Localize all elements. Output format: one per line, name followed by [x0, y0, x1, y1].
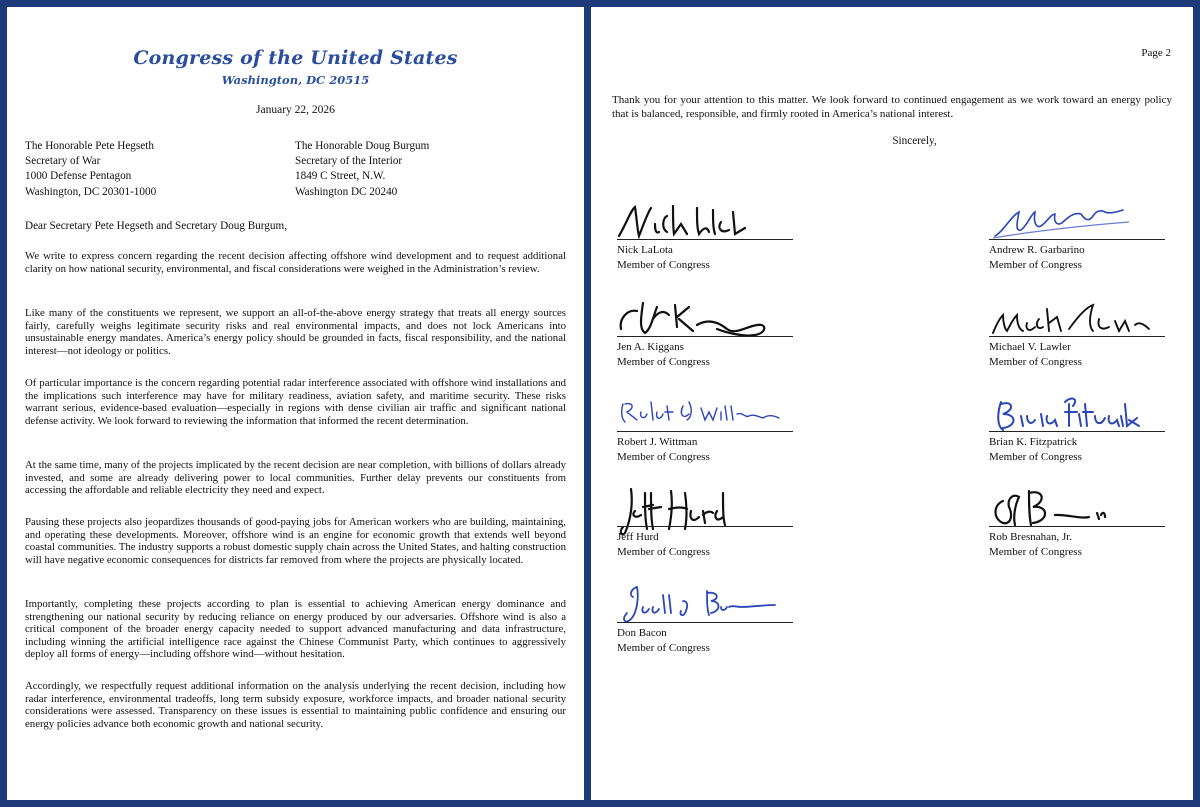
signature-line: [989, 239, 1165, 240]
signatory-title: Member of Congress: [617, 259, 710, 271]
letterhead-city: Washington, DC 20515: [221, 73, 370, 87]
signature-line: [617, 336, 793, 337]
signatory-name: Andrew R. Garbarino: [989, 244, 1085, 256]
recipient-line: Secretary of the Interior: [295, 155, 403, 168]
handwritten-signature: [617, 394, 793, 440]
signatory-name: Jeff Hurd: [617, 531, 659, 543]
letter-page-1: [7, 7, 584, 800]
signature-line: [617, 622, 793, 623]
signatory-name: Don Bacon: [617, 627, 667, 639]
signatory-title: Member of Congress: [989, 356, 1082, 368]
recipient-line: Washington, DC 20301-1000: [25, 185, 157, 198]
signatory-title: Member of Congress: [617, 546, 710, 558]
signature-line: [617, 431, 793, 432]
handwritten-signature: [617, 202, 793, 248]
body-paragraph: Like many of the constituents we represent, we support an all-of-the-above energy strategy that treats all energy sources fairly, carefully weighs legitimate security risks and real environmental impacts, and does not lock Americans into unsustainable energy mandates. America’s energy policy should be grounded in facts, fiscal responsibility, and the national interest—not ideology or politics.: [25, 307, 566, 357]
signatory-name: Michael V. Lawler: [989, 341, 1071, 353]
recipient-line: The Honorable Pete Hegseth: [25, 140, 154, 152]
sign-off: Sincerely,: [892, 135, 937, 147]
signatory-name: Nick LaLota: [617, 244, 673, 256]
recipient-address-left: [25, 139, 156, 200]
signature-line: [989, 336, 1165, 337]
signature-line: [617, 526, 793, 527]
signatory-name: Robert J. Wittman: [617, 436, 698, 448]
letterhead-title: Congress of the United States: [133, 47, 458, 69]
signatory-name: Brian K. Fitzpatrick: [989, 436, 1078, 448]
handwritten-signature: [989, 299, 1165, 345]
body-paragraph: Importantly, completing these projects according to plan is essential to achieving American energy dominance and strengthening our national security by reducing reliance on energy produced by our adversaries. Offshore wind is also a critical component of the broader energy capacity needed to support advanced manufacturing and data infrastructure, including winning the artificial intelligence race against the Chinese Communist Party, which continues to aggressively deploy all forms of energy—including offshore wind—without hesitation.: [25, 598, 566, 661]
handwritten-signature: [989, 202, 1165, 248]
body-paragraph: At the same time, many of the projects implicated by the recent decision are near completion, with billions of dollars already invested, and some are already delivering power to local communities. Further delay prevents our constituents from accessing the affordable and reliable electricity they need and expect.: [25, 459, 566, 497]
salutation: Dear Secretary Pete Hegseth and Secretary Doug Burgum,: [25, 220, 287, 232]
recipient-line: Washington DC 20240: [295, 185, 398, 198]
handwritten-signature: [617, 585, 793, 631]
handwritten-signature: [989, 489, 1165, 535]
signatory-title: Member of Congress: [617, 642, 710, 654]
signatory-name: Jen A. Kiggans: [617, 341, 684, 353]
body-paragraph: Accordingly, we respectfully request additional information on the analysis underlying the recent decision, including how radar interference, environmental tradeoffs, long term subsidy exposure, workforce impacts, and broader national security considerations were assessed. Transparency on these issues is essential to maintaining public confidence and ensuring our energy policies advance both economic growth and national security.: [25, 680, 566, 730]
handwritten-signature: [617, 299, 793, 345]
closing-paragraph: Thank you for your attention to this matter. We look forward to continued engagement as we work toward an energy policy that is balanced, responsible, and firmly rooted in America’s national interest.: [612, 94, 1172, 120]
signatory-title: Member of Congress: [989, 451, 1082, 463]
recipient-line: The Honorable Doug Burgum: [295, 140, 430, 152]
recipient-line: Secretary of War: [25, 155, 101, 168]
body-paragraph: We write to express concern regarding the recent decision affecting offshore wind development and to request additional clarity on how national security, environmental, and fiscal considerations were weighed in the Administration’s review.: [25, 250, 566, 275]
handwritten-signature: [989, 394, 1165, 440]
signatory-title: Member of Congress: [989, 546, 1082, 558]
recipient-line: 1849 C Street, N.W.: [295, 170, 386, 183]
signature-line: [617, 239, 793, 240]
body-paragraph: Pausing these projects also jeopardizes thousands of good-paying jobs for American workers who are building, maintaining, and operating these developments. Moreover, offshore wind is an engine for economic growth that extends well beyond coastal communities. The industry supports a robust domestic supply chain across the United States, and halting construction will have negative economic consequences for districts far removed from where the projects are physically located.: [25, 516, 566, 566]
signature-line: [989, 431, 1165, 432]
signatory-name: Rob Bresnahan, Jr.: [989, 531, 1073, 543]
recipient-line: 1000 Defense Pentagon: [25, 170, 132, 183]
handwritten-signature: [617, 489, 793, 535]
signatory-title: Member of Congress: [617, 356, 710, 368]
signatory-title: Member of Congress: [989, 259, 1082, 271]
letter-date: January 22, 2026: [256, 104, 335, 116]
body-paragraph: Of particular importance is the concern regarding potential radar interference associated with offshore wind installations and the implications such interference may have for military readiness, aviation safety, and maritime security. These risks warrant serious, evidence-based evaluation—especially in regions with dense civilian air traffic and significant national defense activity. We look forward to reviewing the information that informed the recent determination.: [25, 377, 566, 427]
signatory-title: Member of Congress: [617, 451, 710, 463]
letter-page-2: [591, 7, 1193, 800]
recipient-address-right: [295, 139, 429, 200]
signature-line: [989, 526, 1165, 527]
page-number: Page 2: [1141, 47, 1171, 59]
